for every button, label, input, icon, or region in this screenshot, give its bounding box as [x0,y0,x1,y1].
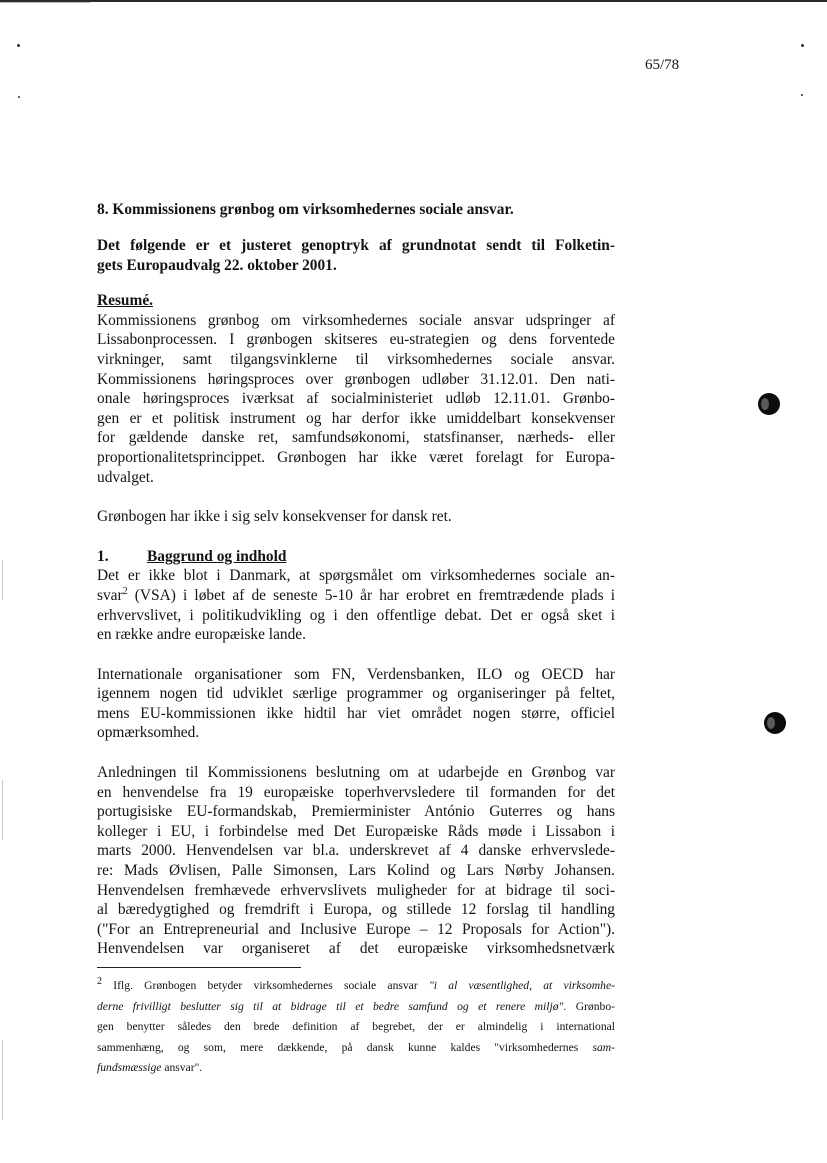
resume-line: virkninger, samt tilgangsvinklerne til virksomhedernes sociale ansvar. [97,350,615,368]
scan-speck [18,96,20,98]
paragraph-line: Henvendelsen fremhævede erhvervslivets muligheder for at bidrage til soci- [97,881,615,899]
paragraph-line: re: Mads Øvlisen, Palle Simonsen, Lars Kolind og Lars Nørby Johansen. [97,862,615,880]
paragraph-line: portugisiske EU-formandskab, Premierminister António Guterres og hans [97,803,615,821]
intro-line: Det følgende er et justeret genoptryk af grundnotat sendt til Folketin- [97,237,615,254]
scan-speck [801,94,803,96]
resume-line: onale høringsproces iværksat af socialministeriet udløb 12.11.01. Grønbo- [97,390,615,408]
paragraph-line: marts 2000. Henvendelsen var bl.a. underskrevet af 4 danske erhvervslede- [97,842,615,860]
section-number: 1. [97,547,109,565]
resume-note: Grønbogen har ikke i sig selv konsekvenser for dansk ret. [97,508,452,526]
footnote-marker: 2 [97,976,102,988]
footnote-line: sammenhæng, og som, mere dækkende, på dansk kunne kaldes "virksomhedernes sam- [97,1040,615,1054]
paragraph-line: opmærksomhed. [97,724,200,742]
scan-margin-mark [2,1040,3,1120]
resume-line: Lissabonprocessen. I grønbogen skitseres eu-strategien og dens forventede [97,331,615,349]
paragraph-line: al bæredygtighed og fremdrift i Europa, og stillede 12 forslag til handling [97,901,615,919]
resume-line: gen er et politisk instrument og har derfor ikke umiddelbart konsekvenser [97,409,615,427]
paragraph-line: en række andre europæiske lande. [97,626,306,644]
resume-line: Kommissionens grønbog om virksomhedernes sociale ansvar udspringer af [97,311,615,329]
document-body [97,200,615,959]
page-number: 65/78 [645,57,680,73]
section-title: Baggrund og indhold [147,547,287,565]
paragraph-line: erhvervslivet, i politikudvikling og i den offentlige debat. Det er også sket i [97,606,615,624]
paragraph-line: svar$^2$ (VSA) i løbet af de seneste 5-10 år har erobret en fremtrædende plads i [97,585,615,604]
footnote-separator [97,967,301,968]
paragraph-line: Henvendelsen var organiseret af det europæiske virksomhedsnetværk [97,940,615,958]
resume-line: Kommissionens høringsproces over grønbogen udløber 31.12.01. Den nati- [97,370,615,388]
scan-margin-mark [2,780,3,840]
section-heading [97,547,615,567]
footnote [97,976,615,1079]
intro-block [97,236,615,275]
intro-line: gets Europaudvalg 22. oktober 2001. [97,256,337,274]
footnote-line: gen benytter således den brede definition af begrebet, der er almindelig i international [97,1020,615,1033]
punch-hole-upper [758,393,780,415]
paragraph-line: Anledningen til Kommissionens beslutning om at udarbejde en Grønbog var [97,764,615,782]
footnote-line: $^2$ Iflg. Grønbogen betyder virksomhedernes sociale ansvar "i al væsentlighed, at virksomhe- [97,976,615,992]
scan-margin-mark [2,560,3,600]
footnote-line: derne frivilligt beslutter sig til at bidrage til et bedre samfund og et renere miljø". Grønbo- [97,999,615,1013]
footnote-line: fundsmæssige ansvar". [97,1061,203,1074]
scan-edge-noise [0,2,90,3]
paragraph-line: ("For an Entrepreneurial and Inclusive Europe – 12 Proposals for Action"). [97,920,615,938]
paragraph-line: en henvendelse fra 19 europæiske toperhvervsledere til formanden for det [97,783,615,801]
paragraph-line: Det er ikke blot i Danmark, at spørgsmålet om virksomhedernes sociale an- [97,567,615,585]
paragraph-line: igennem nogen tid udviklet særlige programmer og organiseringer på feltet, [97,685,615,703]
section-1 [97,547,615,959]
footnote-ref: 2 [122,585,128,597]
resume-section [97,291,615,487]
resume-line: for gældende danske ret, samfundsøkonomi, statsfinanser, nærheds- eller [97,429,615,447]
punch-hole-lower [764,712,786,734]
scan-speck [17,44,20,47]
paragraph-line: mens EU-kommissionen ikke hidtil har viet området nogen større, officiel [97,704,615,722]
paragraph-line: kolleger i EU, i forbindelse med Det Europæiske Råds møde i Lissabon i [97,822,615,840]
resume-line: udvalget. [97,468,154,486]
scan-speck [801,44,804,47]
resume-line: proportionalitetsprincippet. Grønbogen har ikke været forelagt for Europa- [97,448,615,466]
resume-heading: Resumé. [97,292,153,310]
scan-top-edge [0,0,827,2]
document-title: 8. Kommissionens grønbog om virksomhedernes sociale ansvar. [97,201,514,218]
paragraph-line: Internationale organisationer som FN, Verdensbanken, ILO og OECD har [97,665,615,683]
